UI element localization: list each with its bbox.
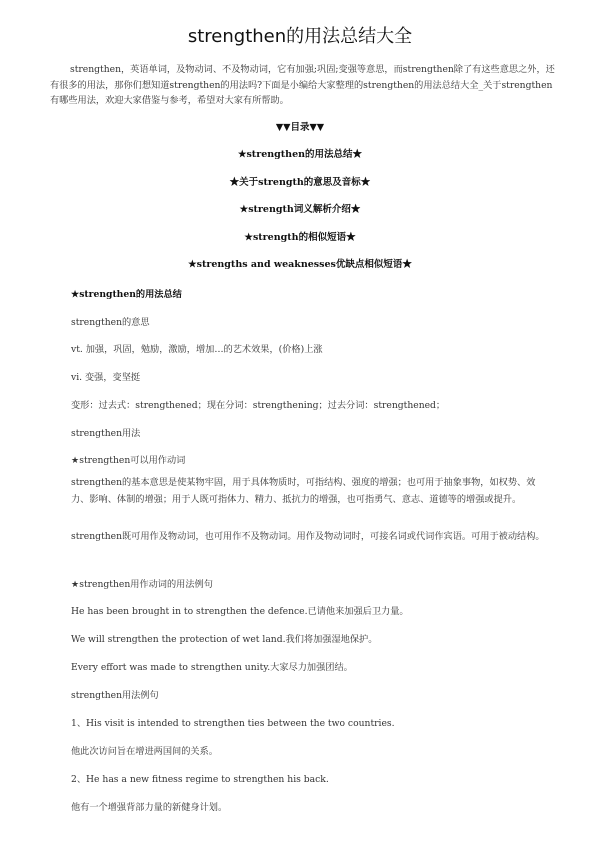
usage-label: strengthen用法 <box>71 428 141 439</box>
sentence-chinese: 他有一个增强背部力量的新健身计划。 <box>71 802 228 813</box>
example-sentence: He has been brought in to strengthen the defence.已请他来加强后卫力量。 <box>71 606 409 617</box>
toc-heading: ▼▼目录▼▼ <box>275 122 325 133</box>
toc-item-word-analysis[interactable]: ★strength词义解析介绍★ <box>239 204 361 215</box>
word-forms: 变形：过去式：strengthened；现在分词：strengthening；过去分词：strengthened； <box>71 400 446 411</box>
example-sentence: We will strengthen the protection of wet land.我们将加强湿地保护。 <box>71 634 378 645</box>
toc-item-strengths-weaknesses[interactable]: ★strengths and weaknesses优缺点相似短语★ <box>188 259 412 270</box>
section-heading: ★strengthen的用法总结 <box>71 289 182 300</box>
meaning-label: strengthen的意思 <box>71 317 150 328</box>
intro-paragraph: strengthen，英语单词，及物动词、不及物动词，它有加强;巩固;变强等意思，而strengthen除了有这些意思之外，还有很多的用法，那你们想知道strengthen的用法吗?下面是小编给大家整理的strengthen的用法总结大全_关于strengthen有哪些用法，欢迎大家借鉴与参考，希望对大家有所帮助。 <box>50 64 555 106</box>
meaning-vt: vt. 加强，巩固，勉励，激励，增加…的艺术效果，(价格)上涨 <box>71 344 323 355</box>
verb-heading: ★strengthen可以用作动词 <box>71 455 186 466</box>
meaning-vi: vi. 变强，变坚挺 <box>71 372 141 383</box>
toc-item-similar-phrases[interactable]: ★strength的相似短语★ <box>244 232 356 243</box>
example-sentence: Every effort was made to strengthen unity.大家尽力加强团结。 <box>71 662 353 673</box>
sentence-chinese: 他此次访问旨在增进两国间的关系。 <box>71 746 218 757</box>
toc-item-meaning-phonetic[interactable]: ★关于strength的意思及音标★ <box>229 177 371 188</box>
examples-heading: ★strengthen用作动词的用法例句 <box>71 579 213 590</box>
transitive-paragraph: strengthen既可用作及物动词，也可用作不及物动词。用作及物动词时，可接名词或代词作宾语。可用于被动结构。 <box>71 531 545 542</box>
verb-paragraph: strengthen的基本意思是使某物牢固，用于具体物质时，可指结构、强度的增强；也可用于抽象事物，如权势、效力、影响、体制的增强；用于人既可指体力、精力、抵抗力的增强，也可指勇气、意志、道德等的增强或提升。 <box>71 477 536 505</box>
sentence-english: 2、He has a new fitness regime to strengthen his back. <box>71 774 329 785</box>
sentences-label: strengthen用法例句 <box>71 690 159 701</box>
sentence-english: 1、His visit is intended to strengthen ties between the two countries. <box>71 718 395 729</box>
page-title: strengthen的用法总结大全 <box>187 26 413 47</box>
toc-item-usage-summary[interactable]: ★strengthen的用法总结★ <box>237 149 363 160</box>
